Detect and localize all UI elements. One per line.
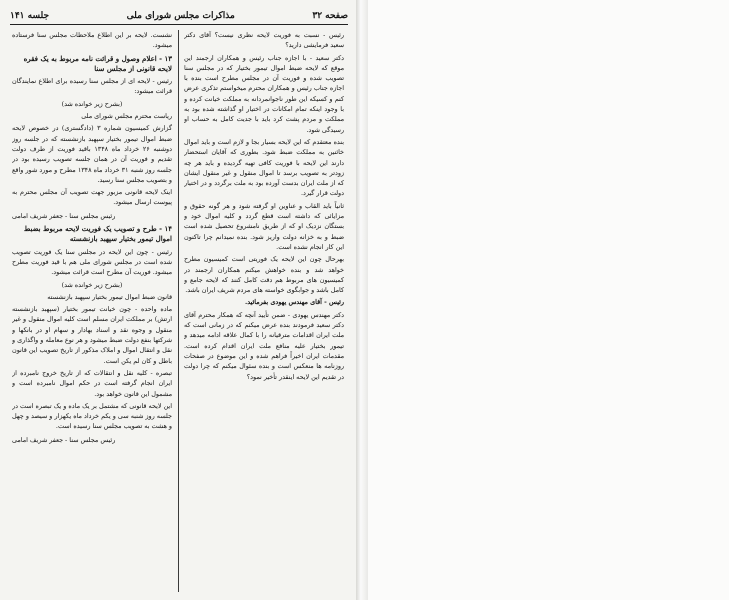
paragraph: ماده واحده - چون خیانت تیمور بختیار (سپهبد بازنشسته ارتش) بر مملکت ایران مسلم است کلیه اموال منقول و غیر منقول و وجوه نقد و اسناد بهادار و سهام او در بانکها و شرکتها بنفع دولت ضبط میشود و هر نوع معامله و واگذاری و نقل و انتقال اموال و املاک مذکور از تاریخ تصویب این قانون باطل و کان لم یکن است. (12, 305, 172, 365)
paragraph: رئیس - چون این لایحه در مجلس سنا یک فوریت تصویب شده است در مجلس شورای ملی هم با قید فوریت مطرح میشود. فوریت آن مطرح است قرائت میشود. (12, 247, 172, 277)
paragraph: (بشرح زیر خوانده شد) (61, 99, 123, 108)
left-page (0, 0, 356, 600)
right-page-blank (368, 0, 729, 600)
section-heading: ۱۴ - طرح و تصویب یک فوریت لایحه مربوط بضبط اموال تیمور بختیار سپهبد بازنشسته (23, 224, 172, 244)
running-header (10, 8, 348, 25)
journal-title: مذاکرات مجلس شورای ملی (126, 11, 235, 21)
paragraph: رئیس - نسبت به فوریت لایحه نظری نیست؟ آقای دکتر سعید فرمایشی دارید؟ (184, 31, 344, 50)
text-column-2 (12, 30, 172, 592)
paragraph: تبصره - کلیه نقل و انتقالات که از تاریخ خروج نامبرده از ایران انجام گرفته است در حکم اموال نامبرده است و مشمول این قانون خواهد بود. (12, 368, 172, 398)
paragraph: ثانیاً باید القاب و عناوین او گرفته شود و هر گونه حقوق و مزایائی که داشته است قطع گردد و کلیه اموال خود و بستگان نزدیک او که از طریق نامشروع تحصیل شده است ضبط و به خزانه دولت واریز شود. بنده نمیدانم چرا تاکنون این کار انجام نشده است. (184, 201, 344, 251)
paragraph: ریاست محترم مجلس شورای ملی (81, 112, 172, 121)
paragraph: اینک لایحه قانونی مزبور جهت تصویب آن مجلس محترم به پیوست ارسال میشود. (12, 188, 172, 207)
signature-line: رئیس مجلس سنا - جعفر شریف امامی (12, 211, 116, 220)
paragraph: رئیس - آقای مهندس یهودی بفرمائید. (244, 298, 344, 307)
paragraph: رئیس - لایحه ای از مجلس سنا رسیده برای اطلاع نمایندگان قرائت میشود: (12, 77, 172, 96)
column-divider (178, 30, 179, 592)
paragraph: قانون ضبط اموال تیمور بختیار سپهبد بازنشسته (47, 292, 172, 301)
page-number: صفحه ۳۲ (312, 11, 348, 21)
paragraph: (بشرح زیر خوانده شد) (61, 280, 123, 289)
paragraph: این لایحه قانونی که مشتمل بر یک ماده و یک تبصره است در جلسه روز شنبه سی و یکم خرداد ماه یکهزار و سیصد و چهل و هشت به تصویب مجلس سنا رسیده است. (12, 401, 172, 431)
paragraph: گزارش کمیسیون شماره ۳ (دادگستری) در خصوص لایحه ضبط اموال تیمور بختیار سپهبد بازنشسته که در جلسه روز دوشنبه ۲۶ خرداد ماه ۱۳۴۸ باقید فوریت از طرف دولت تقدیم و فوریت آن در همان جلسه تصویب رسیده بود در جلسه روز شنبه ۳۱ خرداد ماه ۱۳۴۸ مطرح و مورد شور واقع و بتصویب مجلس سنا رسید. (12, 124, 172, 184)
session-label: جلسه ۱۴۱ (10, 11, 50, 21)
section-heading: ۱۳ - اعلام وصول و قرائت نامه مربوط به یک فقره لایحه قانونی از مجلس سنا (23, 53, 172, 73)
paragraph: نشست. لایحه بر این اطلاع ملاحظات مجلس سنا فرستاده میشود. (12, 31, 172, 50)
text-column-1 (184, 30, 344, 592)
paragraph: دکتر سعید - با اجازه جناب رئیس و همکاران ارجمند این موقع که لایحه ضبط اموال تیمور بختیار که در مجلس سنا تصویب شده و فوریت آن در مجلس مطرح است بنده با اجازه جناب رئیس و همکاران محترم میخواستم تذکری عرض کنم و کسیکه این طور ناجوانمردانه به مملکت خیانت کرده و با وجود اینکه تمام امکانات در اختیار او گذاشته شده بود به مملکت و مردم پشت کرد باید با جدیت کامل به حساب او رسیدگی شود. (184, 53, 344, 134)
paragraph: بنده معتقدم که این لایحه بسیار بجا و لازم است و باید اموال خائنین به مملکت ضبط شود. بطوری که آقایان استحضار دارند این لایحه با فوریت کافی تهیه گردیده و باید هر چه زودتر به تصویب برسد تا اموال منقول و غیر منقول ایشان که از ملت ایران بدست آورده بود به ملت برگردد و در اختیار دولت قرار گیرد. (184, 137, 344, 198)
paragraph: دکتر مهندس یهودی - ضمن تأیید آنچه که همکار محترم آقای دکتر سعید فرمودند بنده عرض میکنم که در زمانی است که ملت ایران اقدامات مترقیانه را با کمال علاقه ادامه میدهد و تیمور بختیار علیه منافع ملت ایران اقدام کرده است. مقدمات ایران اخیراً فراهم شده و این موضوع در صفحات روزنامه ها منعکس است و بنده سئوال میکنم که چرا دولت در تقدیم این لایحه اینقدر تأخیر نمود؟ (184, 310, 344, 381)
book-gutter (356, 0, 368, 600)
paragraph: بهرحال چون این لایحه یک فوریتی است کمیسیون مطرح خواهد شد و بنده خواهش میکنم همکاران ارجمند در کمیسیون های مربوط هم دقت کامل کنند که لایحه جامع و کامل باشد و جوابگوی خواسته های مردم شریف ایران باشد. (184, 255, 344, 295)
signature-line: رئیس مجلس سنا - جعفر شریف امامی (12, 435, 116, 444)
